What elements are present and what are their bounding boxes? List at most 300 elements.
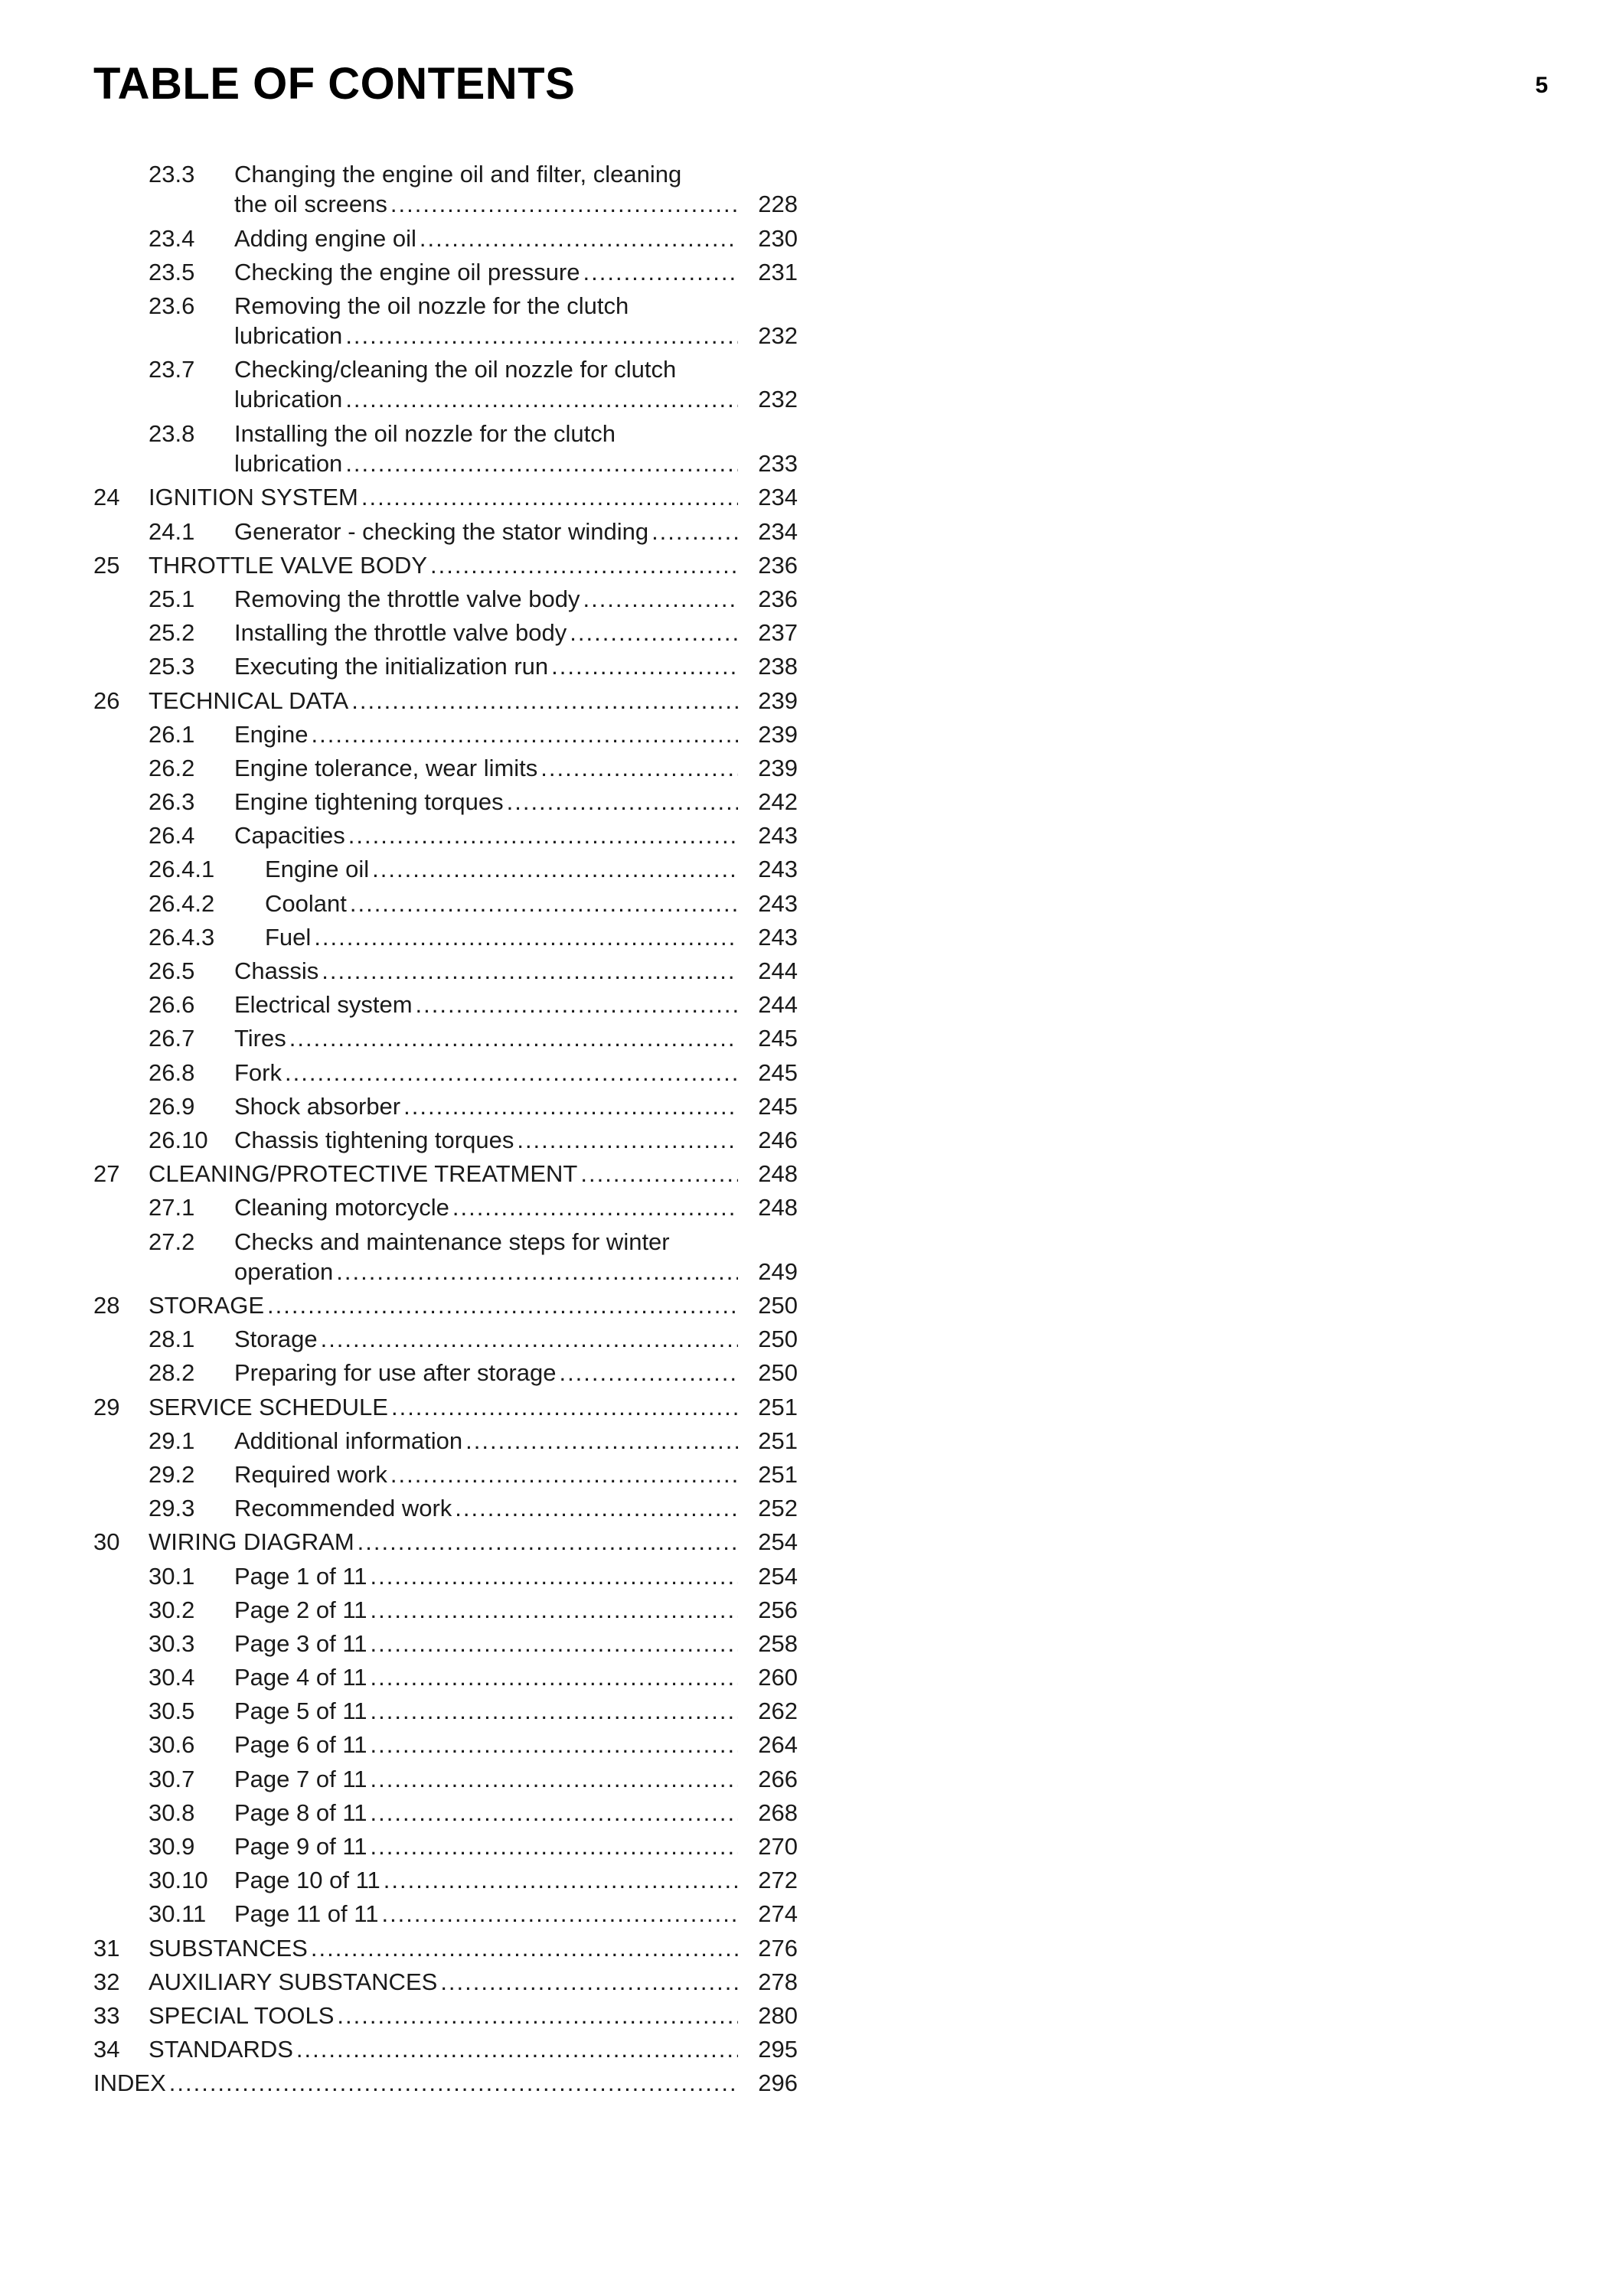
toc-entry-title-text: Removing the throttle valve body [234,585,580,612]
toc-entry-title [265,854,798,884]
dot-leader [336,1257,738,1287]
toc-entry-title-text: SPECIAL TOOLS [149,2001,335,2029]
toc-entry-title-lastline [234,1865,798,1895]
toc-entry-title [265,889,798,918]
toc-entry-page: 254 [758,1528,798,1556]
toc-entry-title [234,257,798,287]
toc-entry-title-text: Required work [234,1460,387,1488]
toc-entry[interactable] [93,719,798,753]
dot-leader [403,1091,738,1121]
toc-entry-number: 23.4 [149,224,195,252]
toc-entry-title-lastline [234,584,798,614]
toc-entry[interactable] [93,1023,798,1057]
toc-entry-title [234,1629,798,1658]
toc-entry-title-lastline [234,1125,798,1155]
toc-entry-title-lastline [234,1764,798,1794]
toc-entry-title [234,584,798,614]
toc-entry-number: 29 [93,1393,120,1420]
toc-entry-page: 256 [758,1596,798,1623]
toc-entry-title [234,1831,798,1861]
toc-entry-title-text: Page 3 of 11 [234,1629,367,1657]
toc-entry-title-lastline [234,1899,798,1929]
dot-leader [517,1125,738,1155]
toc-entry-title-text: lubrication [234,449,343,477]
toc-entry-title-text: Page 1 of 11 [234,1562,367,1590]
toc-entry-title-text: Electrical system [234,991,413,1019]
toc-entry-page: 231 [758,258,798,285]
toc-entry-title-text: Page 5 of 11 [234,1698,367,1725]
toc-entry-title-text: STANDARDS [149,2036,293,2063]
toc-entry-title [234,1091,798,1121]
toc-entry[interactable] [93,1696,798,1730]
toc-entry-number: 25.3 [149,653,195,680]
toc-entry-title-lastline [149,1159,798,1189]
toc-entry-page: 251 [758,1427,798,1454]
table-of-contents [93,159,798,2102]
dot-leader [289,1023,738,1053]
toc-entry[interactable] [93,1192,798,1226]
toc-entry[interactable] [93,1561,798,1595]
toc-entry-number: 25.2 [149,619,195,647]
toc-entry[interactable] [93,889,798,922]
toc-entry-page: 246 [758,1126,798,1153]
toc-entry-number: 26.6 [149,991,195,1019]
toc-entry[interactable] [93,1125,798,1159]
toc-entry-title [234,1426,798,1456]
toc-entry-title [234,354,798,414]
toc-entry-page: 245 [758,1058,798,1086]
toc-entry[interactable] [93,517,798,550]
toc-entry-number: 30.7 [149,1765,195,1792]
toc-entry[interactable] [93,1227,798,1291]
toc-entry-number: 27.1 [149,1194,195,1221]
toc-entry-title [234,159,798,219]
dot-leader [169,2068,738,2098]
toc-entry-title-text: Generator - checking the stator winding [234,517,649,545]
toc-entry-title-lastline [234,321,798,351]
toc-entry-title [234,1227,798,1287]
toc-entry[interactable] [93,1831,798,1865]
toc-entry-number: 29.3 [149,1495,195,1522]
toc-entry-title-lastline [149,686,798,716]
dot-leader [371,1629,738,1658]
dot-leader [296,2034,738,2064]
toc-entry-page: 233 [758,449,798,477]
toc-entry-title-lastline [234,1831,798,1861]
toc-entry-page: 266 [758,1765,798,1792]
toc-entry-title-lastline [234,448,798,478]
toc-entry-title-text: Chassis [234,957,319,984]
toc-entry[interactable] [93,1091,798,1125]
toc-entry[interactable] [93,1629,798,1662]
toc-entry-title [149,686,798,716]
toc-entry[interactable] [93,1290,798,1324]
dot-leader [311,1933,738,1963]
toc-entry-title-lastline [234,787,798,817]
toc-entry-title-lastline [149,2034,798,2064]
toc-entry-title [234,291,798,351]
toc-entry[interactable] [93,482,798,516]
toc-entry-page: 236 [758,585,798,612]
dot-leader [540,753,738,783]
toc-entry-page: 276 [758,1934,798,1962]
toc-entry-title-text: lubrication [234,321,343,349]
toc-entry[interactable] [93,686,798,719]
toc-entry-number: 30.3 [149,1629,195,1657]
toc-entry-title-lastline [234,1730,798,1760]
toc-entry[interactable] [93,1493,798,1527]
toc-entry-number: 26.10 [149,1126,208,1153]
toc-entry[interactable] [93,1426,798,1459]
dot-leader [372,854,738,884]
toc-entry-page: 296 [758,2069,798,2097]
toc-entry[interactable] [93,257,798,291]
toc-entry-number: 28.1 [149,1326,195,1353]
toc-entry-title [149,1290,798,1320]
toc-entry-number: 27.2 [149,1228,195,1255]
toc-entry-title-text: THROTTLE VALVE BODY [149,551,428,579]
toc-entry-title-text: Adding engine oil [234,224,416,252]
toc-entry-number: 29.2 [149,1460,195,1488]
toc-entry-title-lastline [234,1058,798,1088]
toc-entry-page: 249 [758,1257,798,1285]
toc-entry-title-lastline [149,1933,798,1963]
toc-entry-title-lastline [234,384,798,414]
toc-entry-title-lastline [93,2068,798,2098]
toc-entry-title [234,1023,798,1053]
toc-entry-page: 237 [758,619,798,647]
toc-entry[interactable] [93,1730,798,1763]
toc-entry-title [234,753,798,783]
page-number: 5 [1535,73,1548,98]
dot-leader [390,1459,738,1489]
toc-entry-page: 280 [758,2001,798,2029]
dot-leader [507,787,738,817]
toc-entry[interactable] [93,618,798,651]
toc-entry[interactable] [93,854,798,888]
toc-entry-page: 245 [758,1025,798,1052]
toc-entry-title [234,1764,798,1794]
toc-entry[interactable] [93,223,798,257]
toc-entry-title-text: WIRING DIAGRAM [149,1528,354,1556]
toc-entry-title [234,956,798,986]
toc-entry[interactable] [93,1527,798,1561]
toc-entry-title-lastline [149,550,798,580]
toc-entry-title-lastline [234,1459,798,1489]
toc-entry-title [234,1662,798,1692]
toc-entry-title-lastline [234,189,798,219]
toc-entry-page: 270 [758,1833,798,1860]
toc-entry-title-text: the oil screens [234,191,387,217]
toc-entry-title-lastline [265,854,798,884]
dot-leader [580,1159,738,1189]
toc-entry[interactable] [93,956,798,990]
toc-entry-title-text: Cleaning motorcycle [234,1194,449,1221]
toc-entry-title-lastline [234,1561,798,1591]
dot-leader [371,1831,738,1861]
toc-entry-number: 30.5 [149,1698,195,1725]
toc-entry-title-text: AUXILIARY SUBSTANCES [149,1968,438,1995]
toc-entry-page: 268 [758,1799,798,1826]
toc-entry[interactable] [93,291,798,355]
toc-entry-page: 252 [758,1495,798,1522]
dot-leader [430,550,738,580]
toc-entry-title [234,1493,798,1523]
toc-entry-number: 26.9 [149,1092,195,1120]
toc-entry-title [234,1730,798,1760]
toc-entry-title-text: INDEX [93,2069,166,2097]
toc-entry-title-lastline [234,753,798,783]
toc-entry-page: 243 [758,822,798,850]
toc-entry[interactable] [93,787,798,820]
toc-entry-number: 30.6 [149,1731,195,1759]
toc-entry-number: 23.7 [149,356,195,383]
toc-entry-title-line: Installing the oil nozzle for the clutch [234,419,616,447]
dot-leader [391,1392,738,1422]
dot-leader [371,1798,738,1828]
toc-entry-title-text: Coolant [265,889,347,917]
toc-entry-title-lastline [234,1595,798,1625]
toc-entry-number: 28.2 [149,1359,195,1387]
toc-entry-page: 251 [758,1393,798,1420]
toc-entry-title [234,1865,798,1895]
toc-entry-title [265,922,798,952]
toc-entry-title-lastline [234,956,798,986]
dot-leader [452,1192,738,1222]
toc-entry-title-text: Page 10 of 11 [234,1867,380,1894]
toc-entry-title-lastline [234,820,798,850]
dot-leader [583,257,739,287]
dot-leader [285,1058,738,1088]
toc-entry-title [149,1967,798,1997]
dot-leader [371,1662,738,1692]
toc-entry[interactable] [93,1933,798,1967]
toc-entry-number: 33 [93,2001,120,2029]
toc-entry[interactable] [93,1967,798,2001]
toc-entry-title-text: Engine tolerance, wear limits [234,754,538,781]
toc-entry-title-line: Checking/cleaning the oil nozzle for clutch [234,356,677,383]
toc-entry[interactable] [93,1459,798,1493]
toc-entry[interactable] [93,1865,798,1899]
dot-leader [345,321,738,351]
toc-entry-title [149,1527,798,1557]
toc-entry-title [234,1459,798,1489]
toc-entry-page: 242 [758,788,798,816]
toc-entry-page: 234 [758,484,798,511]
toc-entry-title-lastline [149,1392,798,1422]
toc-entry-title-lastline [234,1023,798,1053]
toc-entry-title [93,2068,798,2098]
toc-entry-title [234,1561,798,1591]
toc-entry[interactable] [93,2068,798,2102]
toc-entry-title-lastline [265,889,798,918]
toc-entry-page: 264 [758,1731,798,1759]
toc-entry-title [234,618,798,647]
toc-entry-title-lastline [234,223,798,253]
toc-entry-number: 26.7 [149,1025,195,1052]
dot-leader [416,990,738,1019]
toc-entry[interactable] [93,2034,798,2068]
toc-entry-number: 23.6 [149,292,195,319]
toc-entry-number: 30.11 [149,1900,207,1928]
toc-entry-title [149,482,798,512]
toc-entry-title-text: Additional information [234,1427,463,1454]
toc-entry-title-lastline [149,1290,798,1320]
toc-entry-number: 23.8 [149,419,195,447]
toc-entry-title-text: SERVICE SCHEDULE [149,1393,388,1420]
toc-entry[interactable] [93,753,798,787]
dot-leader [371,1764,738,1794]
toc-entry[interactable] [93,922,798,956]
dot-leader [361,482,738,512]
toc-entry-title [234,1696,798,1726]
toc-entry-title-line: Changing the engine oil and filter, cleaning [234,161,682,188]
toc-entry-number: 26.3 [149,788,195,816]
dot-leader [337,2001,738,2030]
toc-entry-title-text: Page 9 of 11 [234,1833,367,1860]
toc-entry-page: 234 [758,517,798,545]
dot-leader [314,922,738,952]
toc-entry-title [234,820,798,850]
dot-leader [358,1527,738,1557]
toc-entry-title-lastline [234,1426,798,1456]
toc-entry-title-lastline [149,482,798,512]
toc-entry-title-text: Preparing for use after storage [234,1359,557,1387]
toc-entry-title [149,2034,798,2064]
toc-entry-title-text: Capacities [234,822,345,850]
toc-entry[interactable] [93,550,798,584]
toc-entry-title-lastline [234,1091,798,1121]
toc-entry-number: 24.1 [149,517,195,545]
toc-entry-page: 254 [758,1562,798,1590]
toc-entry-number: 30.10 [149,1867,208,1894]
toc-entry[interactable] [93,584,798,618]
toc-entry[interactable] [93,1662,798,1696]
toc-entry-title-text: IGNITION SYSTEM [149,484,358,511]
toc-entry-number: 24 [93,484,120,511]
toc-entry-number: 25 [93,551,120,579]
toc-entry-title [234,719,798,749]
toc-entry-title-text: SUBSTANCES [149,1934,308,1962]
toc-entry-title [234,1125,798,1155]
toc-entry-title-text: Fuel [265,923,312,951]
toc-entry-title [234,787,798,817]
toc-entry-title-text: operation [234,1257,334,1285]
toc-entry-number: 26.4.3 [149,923,215,951]
toc-entry-number: 28 [93,1292,120,1319]
toc-entry[interactable] [93,1324,798,1358]
toc-entry[interactable] [93,2001,798,2034]
toc-entry[interactable] [93,159,798,223]
toc-entry[interactable] [93,1764,798,1798]
toc-entry-title-lastline [234,257,798,287]
dot-leader [312,719,738,749]
dot-leader [559,1358,738,1388]
toc-entry-title [234,651,798,681]
toc-entry-number: 26 [93,687,120,714]
toc-entry[interactable] [93,1159,798,1192]
dot-leader [455,1493,738,1523]
toc-entry[interactable] [93,820,798,854]
toc-entry-title-text: Engine oil [265,856,370,883]
toc-entry-title-text: lubrication [234,386,343,413]
toc-entry-title-lastline [234,990,798,1019]
dot-leader [371,1730,738,1760]
toc-entry-number: 26.1 [149,720,195,748]
toc-entry-number: 30.1 [149,1562,195,1590]
toc-entry-number: 30.9 [149,1833,195,1860]
toc-entry-title-lastline [234,1629,798,1658]
toc-entry-title-lastline [234,517,798,546]
toc-entry-page: 243 [758,923,798,951]
dot-leader [440,1967,738,1997]
toc-entry[interactable] [93,1595,798,1629]
toc-entry-title-text: TECHNICAL DATA [149,687,349,714]
toc-entry-title-line: Removing the oil nozzle for the clutch [234,292,629,319]
toc-entry[interactable] [93,354,798,419]
toc-entry-number: 30 [93,1528,120,1556]
toc-entry-page: 243 [758,889,798,917]
toc-entry-title-lastline [234,1493,798,1523]
toc-entry-number: 30.2 [149,1596,195,1623]
toc-entry-title [149,2001,798,2030]
toc-entry-title [234,1595,798,1625]
toc-entry-page: 243 [758,856,798,883]
toc-entry-page: 232 [758,321,798,349]
toc-entry-title-lastline [149,1967,798,1997]
toc-entry-title [234,1899,798,1929]
toc-entry-page: 230 [758,224,798,252]
page-header [93,54,1548,115]
toc-entry-title-text: Engine [234,720,309,748]
toc-entry[interactable] [93,651,798,685]
dot-leader [465,1426,738,1456]
toc-entry-page: 274 [758,1900,798,1928]
toc-entry-title-text: Page 2 of 11 [234,1596,367,1623]
toc-entry-title-lastline [234,651,798,681]
toc-entry-page: 248 [758,1160,798,1188]
toc-entry[interactable] [93,1798,798,1831]
toc-entry-title-text: STORAGE [149,1292,265,1319]
toc-entry-number: 34 [93,2036,120,2063]
dot-leader [321,1324,738,1354]
toc-entry-title-text: Storage [234,1326,318,1353]
toc-entry-number: 26.4 [149,822,195,850]
toc-entry-title-text: Recommended work [234,1495,452,1522]
dot-leader [351,686,738,716]
toc-entry-title [234,1358,798,1388]
toc-entry[interactable] [93,1058,798,1091]
toc-entry[interactable] [93,1392,798,1426]
toc-entry-title-line: Checks and maintenance steps for winter [234,1228,670,1255]
toc-entry-page: 262 [758,1698,798,1725]
dot-leader [322,956,738,986]
dot-leader [420,223,738,253]
toc-entry[interactable] [93,419,798,483]
toc-entry-page: 272 [758,1867,798,1894]
toc-entry[interactable] [93,990,798,1023]
toc-entry-title-lastline [234,1662,798,1692]
toc-entry[interactable] [93,1358,798,1391]
dot-leader [345,384,738,414]
toc-entry-page: 250 [758,1292,798,1319]
toc-entry-number: 26.5 [149,957,195,984]
dot-leader [267,1290,738,1320]
toc-entry-title [149,1392,798,1422]
dot-leader [348,820,738,850]
toc-entry-page: 238 [758,653,798,680]
toc-entry[interactable] [93,1899,798,1932]
